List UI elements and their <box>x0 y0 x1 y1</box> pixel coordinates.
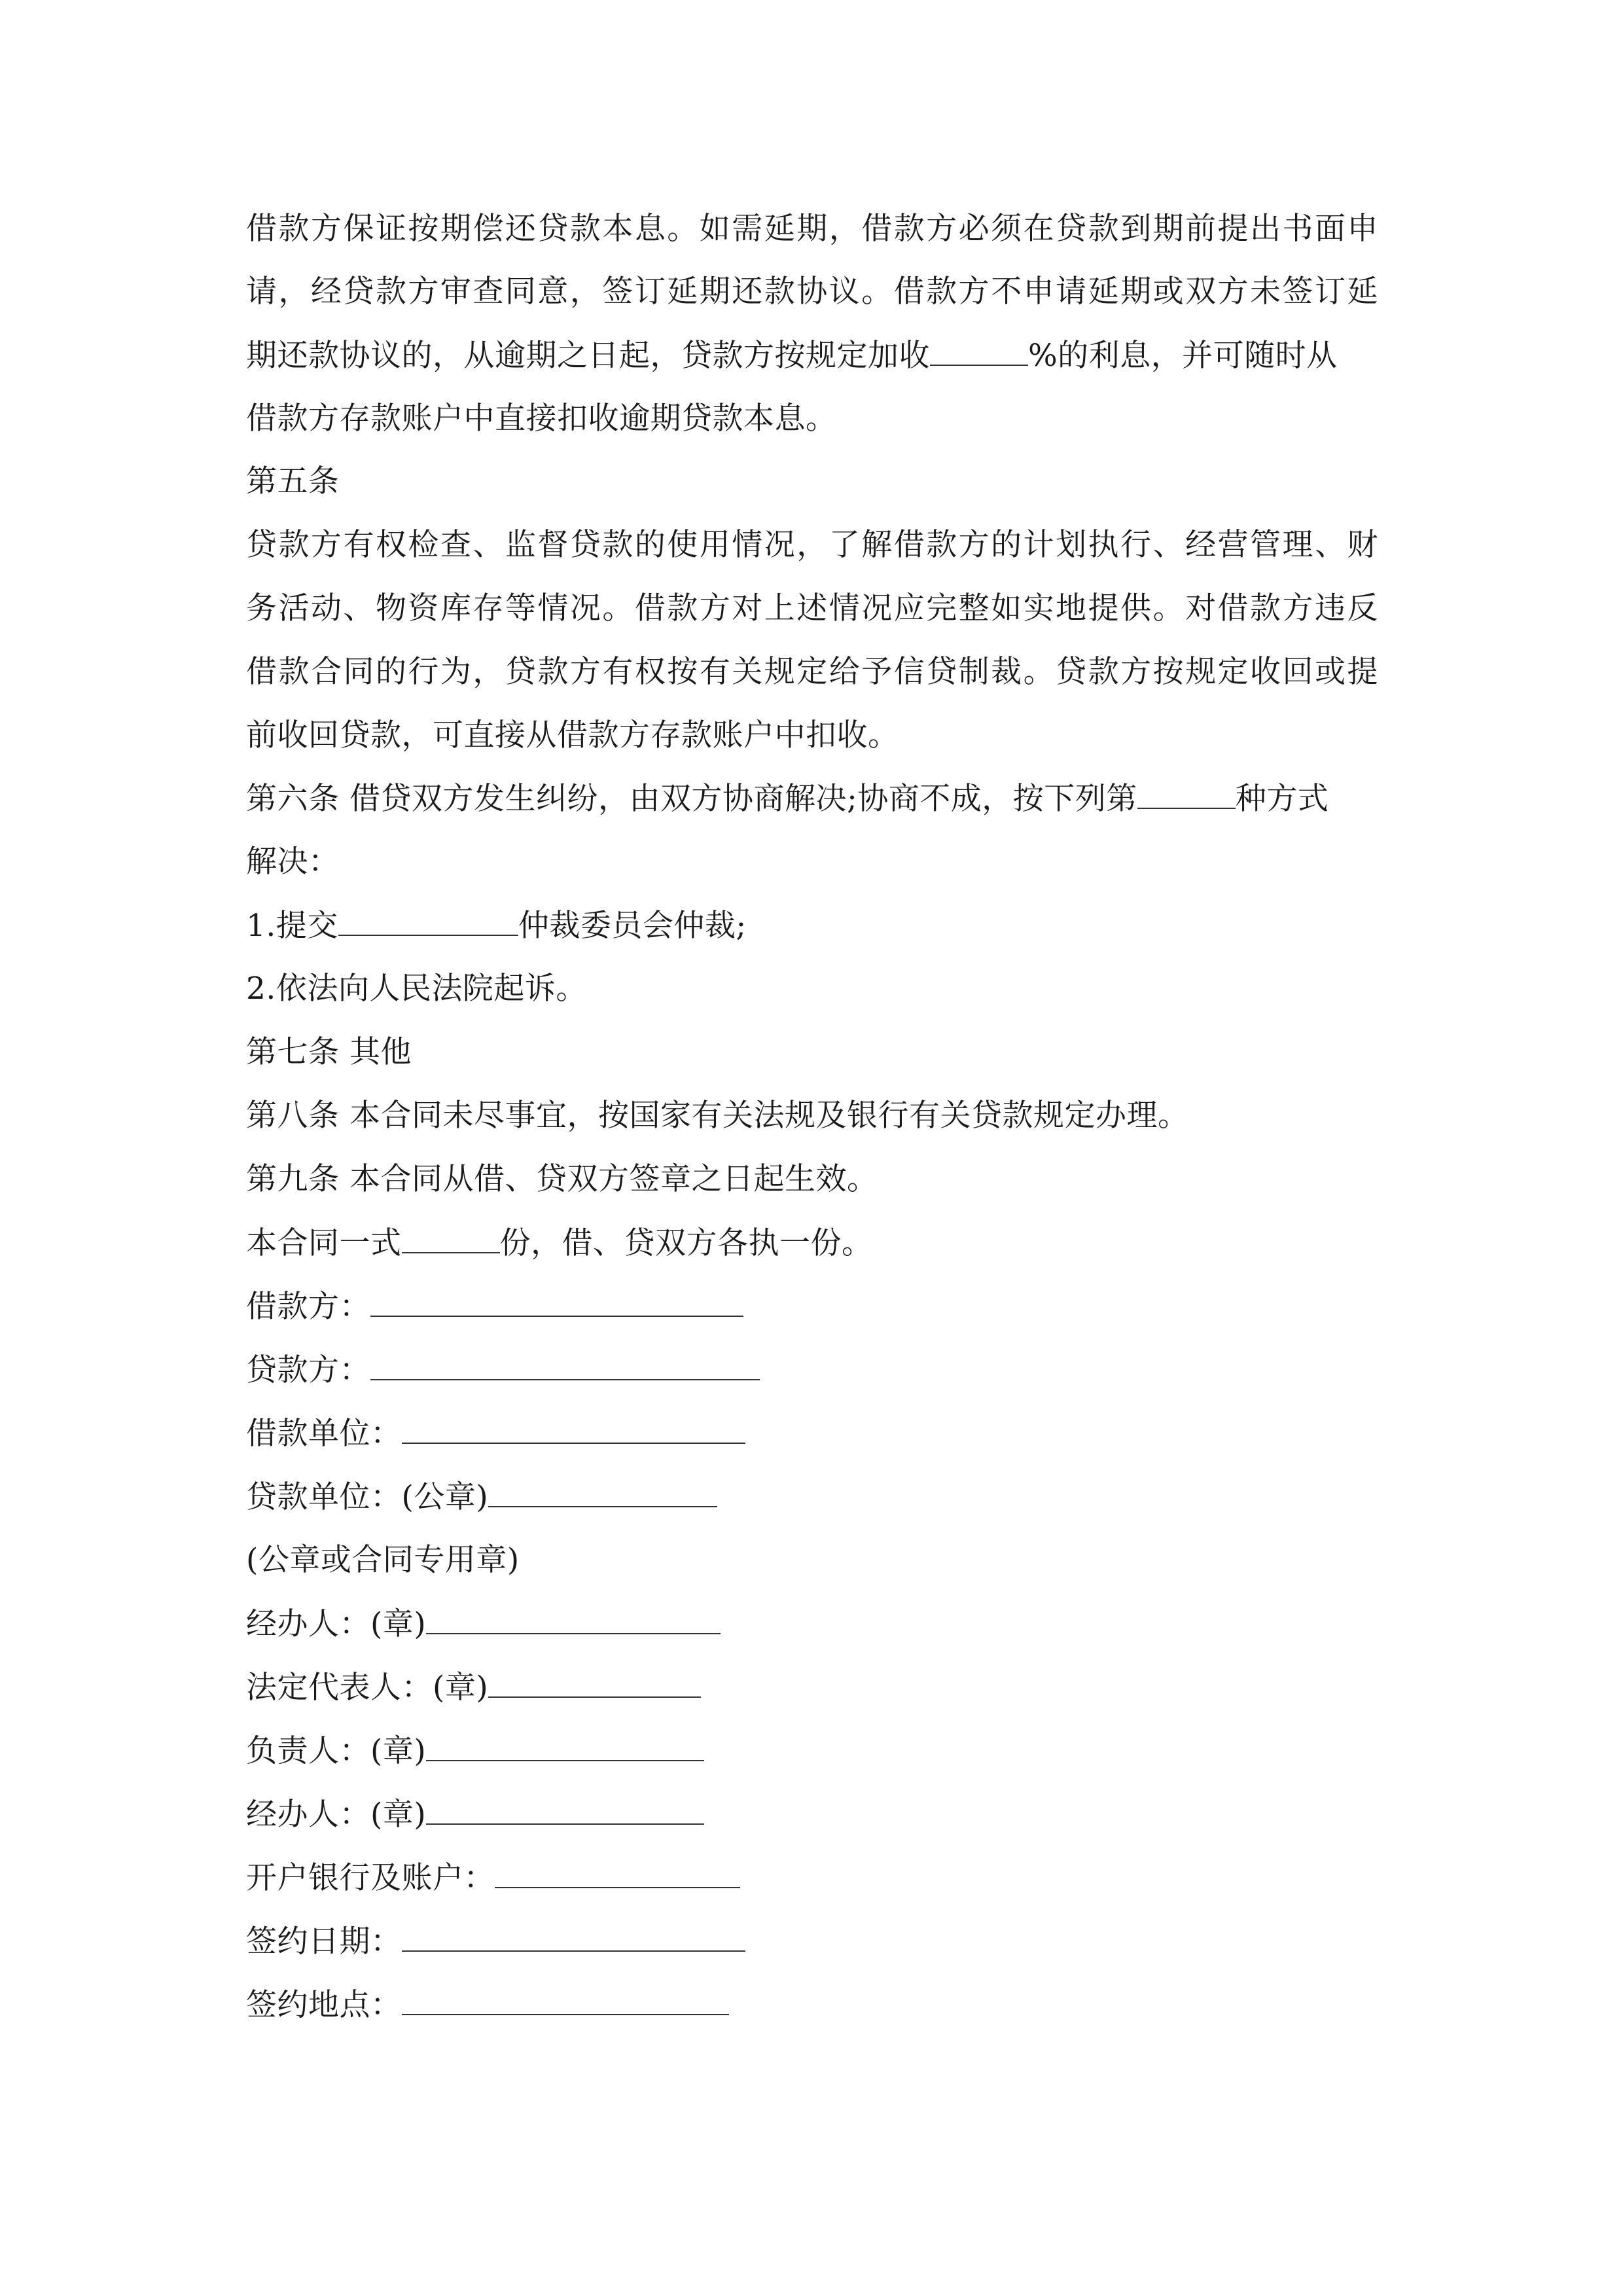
sign-place-field <box>246 1985 729 2024</box>
responsible-blank[interactable] <box>426 1731 704 1761</box>
lender-unit-label: 贷款单位：(公章) <box>246 1479 489 1515</box>
lender-unit-blank[interactable] <box>488 1477 717 1507</box>
legal-rep-label: 法定代表人：(章) <box>246 1670 489 1706</box>
article5-line1: 贷款方有权检查、监督贷款的使用情况，了解借款方的计划执行、经营管理、财 <box>246 527 1378 563</box>
article6-option2: 2.依法向人民法院起诉。 <box>246 971 587 1007</box>
article6-line1-text-b: 种方式 <box>1235 781 1329 817</box>
copies-text-a: 本合同一式 <box>246 1225 402 1261</box>
responsible-field <box>246 1731 704 1770</box>
copies-count-blank[interactable] <box>402 1223 500 1253</box>
sign-place-label: 签约地点： <box>246 1987 402 2023</box>
borrower-unit-field <box>246 1414 745 1453</box>
article6-option1 <box>246 906 747 945</box>
lender-blank[interactable] <box>370 1350 760 1380</box>
article5-line2: 务活动、物资库存等情况。借款方对上述情况应完整如实地提供。对借款方违反 <box>246 590 1378 626</box>
surcharge-rate-blank[interactable] <box>930 336 1028 366</box>
para4-line3 <box>246 336 1338 375</box>
article6-line1-text-a: 第六条 借贷双方发生纠纷，由双方协商解决;协商不成，按下列第 <box>246 781 1137 817</box>
handler1-blank[interactable] <box>426 1604 721 1634</box>
bank-account-blank[interactable] <box>495 1858 740 1888</box>
handler1-label: 经办人：(章) <box>246 1606 427 1642</box>
handler2-label: 经办人：(章) <box>246 1797 427 1833</box>
borrower-label: 借款方： <box>246 1289 370 1325</box>
lender-label: 贷款方： <box>246 1352 370 1388</box>
borrower-unit-blank[interactable] <box>402 1414 745 1444</box>
legal-rep-field <box>246 1668 701 1707</box>
article8: 第八条 本合同未尽事宜，按国家有关法规及银行有关贷款规定办理。 <box>246 1098 1189 1134</box>
borrower-unit-label: 借款单位： <box>246 1416 402 1452</box>
handler2-field <box>246 1795 704 1834</box>
article9: 第九条 本合同从借、贷双方签章之日起生效。 <box>246 1161 878 1197</box>
sign-date-label: 签约日期： <box>246 1924 402 1960</box>
para4-line1: 借款方保证按期偿还贷款本息。如需延期，借款方必须在贷款到期前提出书面申 <box>246 211 1378 247</box>
borrower-field <box>246 1287 743 1326</box>
handler1-field <box>246 1604 721 1643</box>
article5-line3: 借款合同的行为，贷款方有权按有关规定给予信贷制裁。贷款方按规定收回或提 <box>246 654 1378 690</box>
copies-line <box>246 1223 873 1263</box>
legal-rep-blank[interactable] <box>488 1668 701 1698</box>
article6-line2: 解决： <box>246 844 340 880</box>
dispute-method-blank[interactable] <box>1137 779 1236 809</box>
option1-text-a: 1.提交 <box>246 908 338 944</box>
bank-account-label: 开户银行及账户： <box>246 1860 495 1896</box>
article6-line1 <box>246 779 1329 818</box>
sign-date-field <box>246 1922 745 1961</box>
para4-line3-text-a: 期还款协议的，从逾期之日起，贷款方按规定加收 <box>246 338 930 374</box>
sign-date-blank[interactable] <box>402 1922 745 1952</box>
responsible-label: 负责人：(章) <box>246 1733 427 1769</box>
lender-field <box>246 1350 760 1390</box>
seal-note: (公章或合同专用章) <box>246 1542 520 1578</box>
borrower-blank[interactable] <box>370 1287 743 1317</box>
lender-unit-field <box>246 1477 717 1516</box>
option1-text-b: 仲裁委员会仲裁; <box>518 908 747 944</box>
article5-heading: 第五条 <box>246 463 340 499</box>
sign-place-blank[interactable] <box>402 1985 729 2015</box>
copies-text-b: 份，借、贷双方各执一份。 <box>499 1225 873 1261</box>
bank-account-field <box>246 1858 740 1897</box>
para4-line4: 借款方存款账户中直接扣收逾期贷款本息。 <box>246 401 837 437</box>
para4-line3-text-b: %的利息，并可随时从 <box>1028 338 1338 374</box>
article7: 第七条 其他 <box>246 1034 412 1070</box>
article5-line4: 前收回贷款，可直接从借款方存款账户中扣收。 <box>246 717 899 753</box>
handler2-blank[interactable] <box>426 1795 704 1825</box>
para4-line2: 请，经贷款方审查同意，签订延期还款协议。借款方不申请延期或双方未签订延 <box>246 274 1378 310</box>
arbitration-committee-blank[interactable] <box>338 906 518 936</box>
